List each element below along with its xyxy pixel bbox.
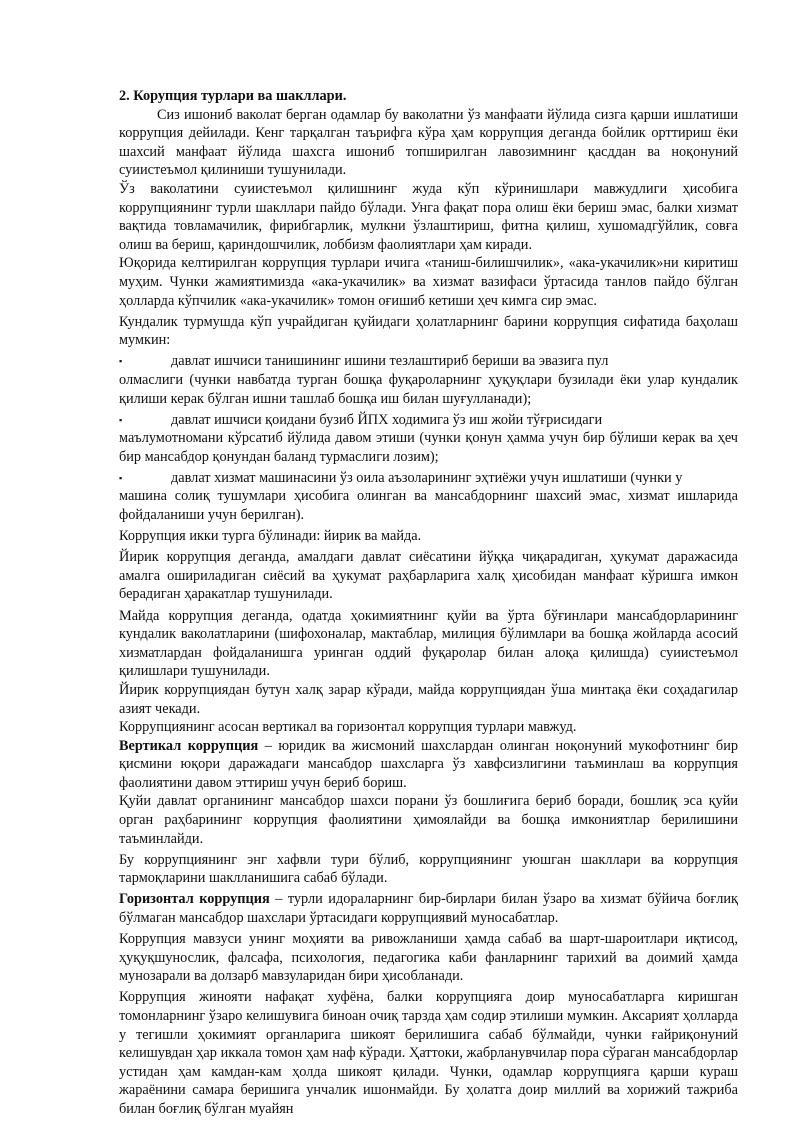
paragraph-topic: Коррупция мавзуси унинг моҳияти ва ривожланиши ҳамда сабаб ва шарт-шароитлари иқтисод, ҳуқуқшунослик, фалсафа, психология, педагогика каби фанларнинг тарихий ва доимий ҳамда мунозарали ва долзарб мавзуларидан бири ҳисобланади. [119,931,738,985]
paragraph-horizontal-definition: Горизонтал коррупция – турли идораларнинг бир-бирлари билан ўзаро ва хизмат бўйича боғлиқ бўлмаган мансабдор шахслари ўртасидаги коррупциявий муносабатлар. [119,891,738,927]
paragraph-crime: Коррупция жинояти нафақат хуфёна, балки коррупцияга доир муносабатларга киришган томонларнинг ўзаро келишувига бинoан очиқ тарзда ҳам содир этилиши мумкин. Аксарият ҳолларда у тегишли ҳокимият органларига шикоят берилишига сабаб бўлмайди, чунки ғайриқонуний келишувдан ҳар иккала томон ҳам наф кўради. Ҳаттоки, жабрланувчилар пора сўраган мансабдорлар устидан ҳам камдан-кам ҳолда шикоят қилади. Чунки, одамлар коррупцияга қарши кураш жараёнини самара беришига унчалик ишонмайди. Бу ҳолатга доир миллий ва хорижий тажриба билан боғлиқ бўлган муайян [119,989,738,1117]
paragraph-petty-corruption: Майда коррупция деганда, одатда ҳокимиятнинг қуйи ва ўрта бўғинлари мансабдорларининг кундалик ваколатларини (шифохоналар, мактаблар, милиция бўлимлари ва бошқа жойларда асосий хизматлардан фойдаланишга уринган оддий фуқаролар билан алоқа қилишда) суиистеъмол қилишлари тушунилади. [119,607,738,680]
bullet-icon: ▪ [119,356,123,367]
list-item-text-continued: олмаслиги (чунки навбатда турган бошқа фуқароларнинг ҳуқуқлари бузилади ёки улар кундалик қилиши керак бўлган ишни ташлаб бошқа иш билан шуғулланади); [119,371,738,407]
bullet-icon: ▪ [119,414,123,425]
term-horizontal: Горизонтал коррупция [119,891,270,908]
paragraph-vertical-horizontal: Коррупциянинг асосан вертикал ва горизонтал коррупция турлари мавжуд. [119,719,577,736]
list-item [119,411,738,467]
paragraph-lower-official: Қуйи давлат органининг мансабдор шахси порани ўз бошлиғига бериб боради, бошлиқ эса қуйи орган раҳбарининг коррупция фаолиятини ҳимоялайди ва бошқа имкониятлар берилишини таъминлайди. [119,793,738,847]
paragraph-nepotism: Юқорида келтирилган коррупция турлари ичига «таниш-билишчилик», «ака-укачилик»ни киритиш муҳим. Чунки жамиятимизда «ака-укачилик» ва хизмат вазифаси ўртасида танлов пайдо бўлган ҳолларда кўпчилик «ака-укачилик» томон оғишиб кетиши ҳеч кимга сир эмас. [119,255,738,309]
section-heading: 2. Корупция турлари ва шакллари. [119,88,347,104]
paragraph-two-types: Коррупция икки турга бўлинади: йирик ва майда. [119,528,422,545]
paragraph-definition: Сиз ишониб ваколат берган одамлар бу ваколатни ўз манфаати йўлида сизга қарши ишлатиши коррупция дейилади. Кенг тарқалган таърифга кўра ҳам коррупция деганда бойлик орттириш ёки шахсий манфаат йўлида шахсга ишониб топширилган лавозимнинг қасддан ва ноқонуний суиистеъмол қилиниши тушунилади. [119,106,738,179]
list-item [119,352,738,408]
paragraph-everyday: Кундалик турмушда кўп учрайдиган қуйидаги ҳолатларнинг барини коррупция сифатида баҳолаш мумкин: [119,313,738,349]
document-page [119,87,738,1119]
term-vertical: Вертикал коррупция [119,737,259,754]
paragraph-grand-corruption: Йирик коррупция деганда, амалдаги давлат сиёсатини йўққа чиқарадиган, ҳукумат даражасида амалга ошириладиган сиёсий ва ҳукумат раҳбарларига халқ ҳисобидан манфаат кўришга имкон берадиган ҳаракатлар тушунилади. [119,549,738,603]
paragraph-vertical-definition: Вертикал коррупция – юридик ва жисмоний шахслардан олинган ноқонуний мукофотнинг бир қисмини юқори даражадаги мансабдор шахсларга ўз хавфсизлигини таъминлаш ва коррупция фаолиятини давом эттириш учун бериб бориш. [119,737,738,791]
list-item [119,469,738,525]
paragraph-harm: Йирик коррупциядан бутун халқ зарар кўради, майда коррупциядан ўша минтақа ёки соҳадагилар азият чекади. [119,681,738,717]
list-item-text: давлат ишчиси танишининг ишини тезлаштириб бериши ва эвазига пул [171,353,609,370]
paragraph-forms: Ўз ваколатини суиистеъмол қилишнинг жуда кўп кўринишлари мавжудлиги ҳисобига коррупциянинг турли шакллари пайдо бўлади. Унга фақат пора олиш ёки бериш эмас, балки хизмат вақтида товламачилик, фирибгарлик, мулкни ўзлаштириш, фитна қилиш, хушомадгўйлик, совға олиш ва бериш, қариндошчилик, лоббизм фаолиятлари ҳам киради. [119,180,738,253]
list-item-text-continued: машина солиқ тушумлари ҳисобига олинган ва мансабдорнинг шахсий эмас, хизмат ишларида фойдаланиши учун берилган). [119,488,738,524]
bullet-icon: ▪ [119,472,123,483]
paragraph-most-dangerous: Бу коррупциянинг энг хафвли тури бўлиб, коррупциянинг уюшган шакллари ва коррупция тармоқларини шаклланишига сабаб бўлади. [119,851,738,887]
list-item-text-continued: маълумотномани кўрсатиб йўлида давом этиши (чунки қонун ҳамма учун бир бўлиши керак ва ҳеч бир мансабдор қонундан баланд турмаслиги лозим); [119,430,738,465]
list-item-text: давлат ишчиси қоидани бузиб ЙПХ ходимига ўз иш жойи тўғрисидаги [171,411,603,428]
list-item-text: давлат хизмат машинасини ўз оила аъзоларининг эҳтиёжи учун ишлатиши (чунки у [171,469,683,486]
